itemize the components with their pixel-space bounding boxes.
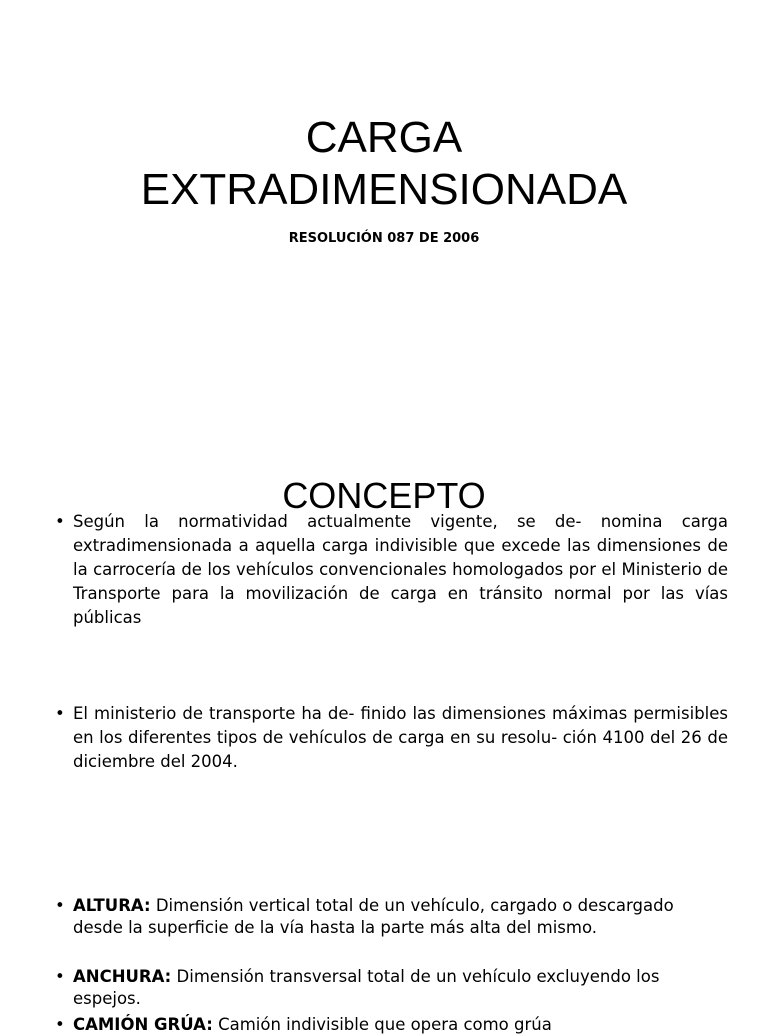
definition-text: Dimensión vertical total de un vehículo, cargado o descargado desde la superficie de la vía hasta la parte más alta del mismo.	[73, 896, 674, 937]
definition-term: ALTURA:	[73, 896, 151, 915]
concept-bullet-2: • El ministerio de transporte ha de- finido las dimensiones máximas permisibles en los diferentes tipos de vehículos de carga en su resolu- ción 4100 del 26 de diciembre del 2004.	[55, 702, 728, 774]
section-title-concepto: CONCEPTO	[282, 475, 486, 516]
definition-term: ANCHURA:	[73, 967, 172, 986]
definition-text: Dimensión transversal total de un vehículo excluyendo los espejos.	[73, 967, 660, 1008]
definition-term: CAMIÓN GRÚA:	[73, 1015, 213, 1034]
definition-camion-grua	[55, 1014, 728, 1036]
definition-altura	[55, 895, 728, 939]
slide-title	[0, 112, 768, 216]
definition-text: Camión indivisible que opera como grúa	[212, 1015, 552, 1034]
slide-subtitle: RESOLUCIÓN 087 DE 2006	[288, 231, 480, 246]
concept-bullet-1: • Según la normatividad actualmente vigente, se de- nomina carga extradimensionada a aquella carga indivisible que excede las dimensiones de la carrocería de los vehículos convencionales homologados por el Ministerio de Transporte para la movilización de carga en tránsito normal por las vías públicas	[55, 510, 728, 630]
definition-anchura	[55, 966, 728, 1010]
slide-title-line-2: EXTRADIMENSIONADA	[140, 165, 628, 214]
slide-title-line-1: CARGA	[305, 113, 463, 162]
